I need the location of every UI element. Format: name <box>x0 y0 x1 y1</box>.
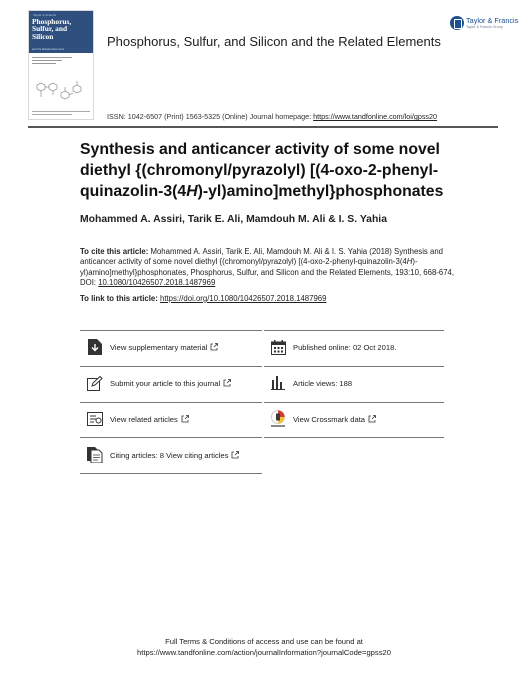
article-views-label: Article views: 188 <box>293 378 353 388</box>
publisher-logo-icon <box>450 16 464 30</box>
citation-block <box>80 247 470 289</box>
issn-line <box>107 112 437 121</box>
submit-article-link[interactable] <box>87 368 231 398</box>
actions-rule-right-2 <box>264 366 444 367</box>
taylor-francis-logo[interactable] <box>450 14 519 36</box>
issn-text: ISSN: 1042-6507 (Print) 1563-5325 (Online) Journal homepage: <box>107 112 314 121</box>
link-label: To link to this article: <box>80 294 160 303</box>
citing-articles-label: Citing articles: 8 View citing articles <box>110 450 229 460</box>
link-to-article <box>80 294 326 303</box>
journal-cover-thumbnail[interactable] <box>28 10 94 120</box>
actions-rule-right-3 <box>264 402 444 403</box>
article-views-info <box>270 368 352 398</box>
cover-title: Phosphorus, Sulfur, and Silicon <box>32 17 72 41</box>
article-title <box>80 139 480 202</box>
download-document-icon <box>87 339 103 355</box>
external-link-icon <box>231 451 239 459</box>
submit-article-label: Submit your article to this journal <box>110 378 221 388</box>
external-link-icon <box>368 415 376 423</box>
supplementary-material-label: View supplementary material <box>110 342 208 352</box>
external-link-icon <box>210 343 218 351</box>
citing-articles-link[interactable] <box>87 440 239 470</box>
actions-rule-right-1 <box>264 330 444 331</box>
cover-subtitle: and the Related Elements <box>32 47 65 51</box>
edit-pencil-icon <box>87 375 103 391</box>
related-articles-label: View related articles <box>110 414 178 424</box>
article-doi-link[interactable]: https://doi.org/10.1080/10426507.2018.1487969 <box>160 294 327 303</box>
bar-chart-icon <box>270 375 286 391</box>
cover-footer-lines <box>32 111 90 116</box>
article-title-line-2: diethyl {(chromonyl/pyrazolyl) [(4-oxo-2-phenyl- <box>80 162 439 179</box>
molecule-illustration <box>31 75 91 107</box>
article-title-line-1: Synthesis and anticancer activity of some novel <box>80 141 440 158</box>
journal-homepage-link[interactable]: https://www.tandfonline.com/loi/gpss20 <box>313 112 438 121</box>
actions-rule-left-1 <box>80 330 262 331</box>
actions-rule-left-2 <box>80 366 262 367</box>
terms-footer <box>0 636 528 658</box>
header-rule <box>28 126 498 128</box>
crossmark-icon <box>270 411 286 427</box>
calendar-icon <box>270 339 286 355</box>
actions-rule-right-4 <box>264 437 444 438</box>
actions-rule-left-4 <box>80 437 262 438</box>
supplementary-material-link[interactable] <box>87 332 218 362</box>
journal-title[interactable]: Phosphorus, Sulfur, and Silicon and the Related Elements <box>107 34 441 49</box>
external-link-icon <box>181 415 189 423</box>
external-link-icon <box>223 379 231 387</box>
terms-footer-line-1: Full Terms & Conditions of access and use can be found at <box>165 637 363 646</box>
citation-text-italic: H <box>406 257 413 267</box>
terms-footer-link[interactable]: https://www.tandfonline.com/action/journalInformation?journalCode=gpss20 <box>137 648 391 657</box>
crossmark-link[interactable] <box>270 404 376 434</box>
article-title-line-3: quinazolin-3(4H)-yl)amino]methyl}phosphonates <box>80 183 444 200</box>
actions-rule-left-5 <box>80 473 262 474</box>
citation-text-a: Mohammed A. Assiri, Tarik E. Ali, Mamdouh M. Ali & I. S. Yahia (2018) Synthesis and anticancer activity of some novel diethyl {(chromonyl/pyrazolyl) [(4-oxo-2-phenyl-quinazolin-3(4 <box>80 247 443 267</box>
published-online-label: Published online: 02 Oct 2018. <box>293 342 397 352</box>
citing-articles-icon <box>87 447 103 463</box>
crossmark-label: View Crossmark data <box>293 414 366 424</box>
publisher-logo-name: Taylor & Francis <box>466 16 519 25</box>
citation-label: To cite this article: <box>80 247 149 256</box>
publisher-logo-tagline: Taylor & Francis Group <box>466 25 503 29</box>
related-articles-link[interactable] <box>87 404 189 434</box>
actions-rule-left-3 <box>80 402 262 403</box>
citation-doi-link[interactable]: 10.1080/10426507.2018.1487969 <box>98 278 216 288</box>
published-online-info <box>270 332 396 362</box>
citation-text-b: )-yl)amino]methyl}phosphonates, Phosphorus, Sulfur, and Silicon and the Related Elements, 193:10, 668-674, DOI: <box>80 257 455 288</box>
related-articles-icon <box>87 411 103 427</box>
cover-publisher: Taylor & Francis <box>33 13 57 17</box>
article-authors: Mohammed A. Assiri, Tarik E. Ali, Mamdouh M. Ali & I. S. Yahia <box>80 214 387 225</box>
cover-meta-lines <box>32 57 72 67</box>
